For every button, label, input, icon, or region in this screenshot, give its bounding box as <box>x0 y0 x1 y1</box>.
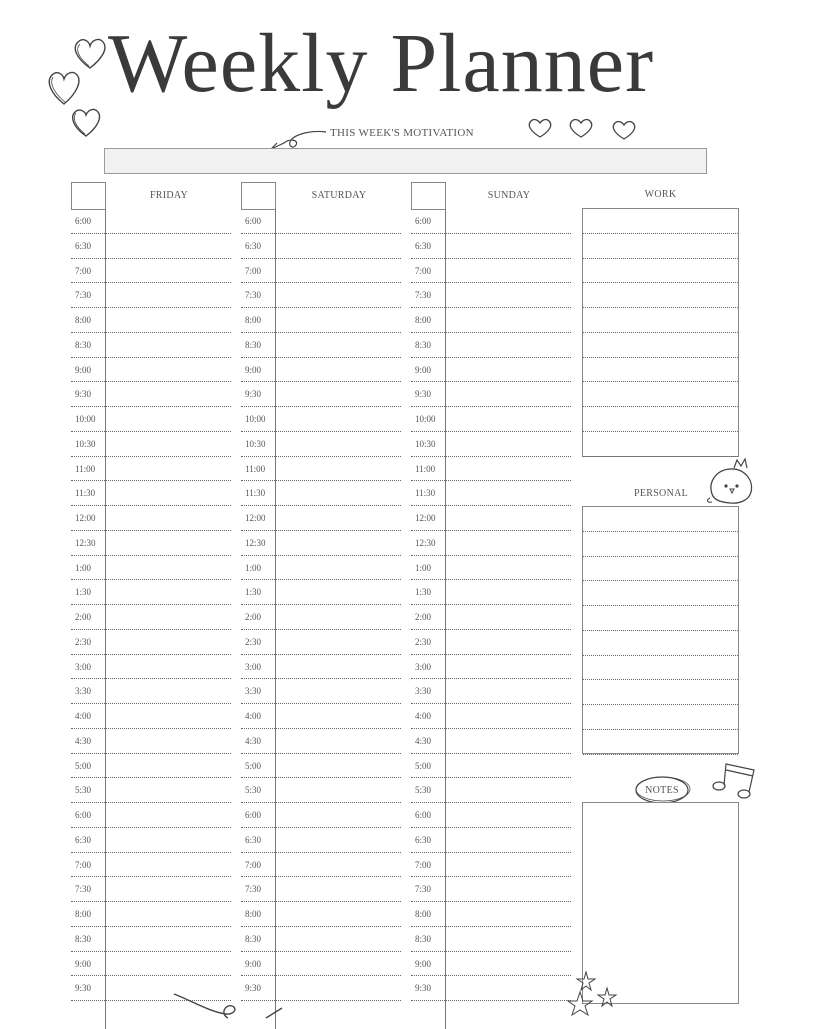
time-row[interactable] <box>411 952 571 977</box>
time-row[interactable] <box>241 531 401 556</box>
time-row[interactable] <box>411 630 571 655</box>
time-label: 2:00 <box>245 612 262 622</box>
time-label: 7:30 <box>415 290 432 301</box>
writing-line <box>583 507 738 532</box>
writing-line <box>583 209 738 234</box>
page-title: Weekly Planner <box>108 17 655 110</box>
time-row[interactable] <box>241 333 401 358</box>
time-row[interactable] <box>411 828 571 853</box>
time-row[interactable] <box>71 234 231 259</box>
time-row[interactable] <box>411 382 571 407</box>
time-label: 6:30 <box>245 834 262 845</box>
time-row[interactable] <box>241 382 401 407</box>
time-row[interactable] <box>411 234 571 259</box>
time-row[interactable] <box>71 432 231 457</box>
time-row[interactable] <box>71 407 231 432</box>
time-row[interactable] <box>411 209 571 234</box>
writing-line <box>583 581 738 606</box>
time-label: 4:00 <box>415 711 432 721</box>
time-label: 5:30 <box>75 785 92 796</box>
music-note-icon <box>710 758 760 802</box>
time-row[interactable] <box>71 333 231 358</box>
time-label: 1:30 <box>245 587 262 598</box>
swirl-doodle-icon <box>170 990 290 1020</box>
time-row[interactable] <box>411 333 571 358</box>
time-row[interactable] <box>411 976 571 1001</box>
day-name: SATURDAY <box>311 190 367 201</box>
time-label: 9:30 <box>245 389 262 400</box>
time-label: 6:00 <box>415 810 432 820</box>
time-label: 3:00 <box>245 661 262 672</box>
time-row[interactable] <box>411 432 571 457</box>
time-label: 8:30 <box>245 339 262 350</box>
time-label: 2:30 <box>245 636 262 647</box>
time-rows <box>71 209 231 1001</box>
time-row[interactable] <box>411 927 571 952</box>
time-label: 9:00 <box>245 364 262 375</box>
time-label: 10:00 <box>75 414 96 424</box>
time-label: 1:00 <box>245 562 262 573</box>
time-label: 6:00 <box>75 216 92 226</box>
time-label: 5:30 <box>415 785 432 796</box>
time-label: 8:00 <box>75 315 92 325</box>
time-label: 5:00 <box>245 760 262 771</box>
time-row[interactable] <box>241 952 401 977</box>
time-row[interactable] <box>71 853 231 878</box>
time-label: 7:00 <box>415 859 432 870</box>
time-row[interactable] <box>241 630 401 655</box>
time-row[interactable] <box>241 655 401 680</box>
time-label: 9:00 <box>415 958 432 969</box>
day-name: FRIDAY <box>149 190 189 201</box>
time-row[interactable] <box>71 308 231 333</box>
time-label: 9:30 <box>415 389 432 400</box>
time-row[interactable] <box>411 556 571 581</box>
time-row[interactable] <box>411 754 571 779</box>
time-label: 8:00 <box>415 909 432 919</box>
time-row[interactable] <box>241 778 401 803</box>
star-icon <box>564 970 624 1020</box>
time-row[interactable] <box>411 283 571 308</box>
writing-line <box>583 234 738 259</box>
time-row[interactable] <box>411 259 571 284</box>
time-label: 6:30 <box>245 240 262 251</box>
time-label: 1:00 <box>75 562 92 573</box>
time-label: 3:00 <box>415 661 432 672</box>
time-label: 2:30 <box>415 636 432 647</box>
time-label: 7:30 <box>245 884 262 895</box>
time-label: 9:00 <box>415 364 432 375</box>
time-row[interactable] <box>71 531 231 556</box>
date-box[interactable] <box>411 182 446 210</box>
time-label: 4:30 <box>245 735 262 746</box>
chick-icon <box>704 456 760 508</box>
time-row[interactable] <box>411 803 571 828</box>
time-row[interactable] <box>241 358 401 383</box>
time-label: 5:00 <box>415 760 432 771</box>
time-row[interactable] <box>71 729 231 754</box>
time-row[interactable] <box>241 729 401 754</box>
time-row[interactable] <box>241 853 401 878</box>
time-label: 11:30 <box>245 488 266 499</box>
time-label: 2:30 <box>75 636 92 647</box>
time-row[interactable] <box>241 407 401 432</box>
heart-icon <box>526 116 554 140</box>
time-label: 9:00 <box>75 364 92 375</box>
time-row[interactable] <box>241 704 401 729</box>
time-row[interactable] <box>71 259 231 284</box>
time-rows <box>411 209 571 1001</box>
time-row[interactable] <box>411 580 571 605</box>
writing-line <box>583 358 738 383</box>
time-label: 8:00 <box>245 909 262 919</box>
time-label: 7:30 <box>75 884 92 895</box>
time-row[interactable] <box>241 679 401 704</box>
time-label: 12:00 <box>75 513 96 523</box>
date-box[interactable] <box>241 182 276 210</box>
date-box[interactable] <box>71 182 106 210</box>
heart-icon <box>44 66 84 108</box>
time-label: 6:30 <box>415 834 432 845</box>
heart-icon <box>610 118 638 142</box>
work-label: WORK <box>644 189 677 200</box>
time-label: 4:30 <box>415 735 432 746</box>
writing-line <box>583 259 738 284</box>
time-row[interactable] <box>241 506 401 531</box>
time-row[interactable] <box>411 902 571 927</box>
time-label: 12:00 <box>245 513 266 523</box>
time-row[interactable] <box>411 481 571 506</box>
time-row[interactable] <box>71 457 231 482</box>
writing-line <box>583 680 738 705</box>
time-label: 6:00 <box>245 810 262 820</box>
time-label: 5:00 <box>75 760 92 771</box>
writing-line <box>583 432 738 457</box>
work-box[interactable] <box>582 208 739 457</box>
time-row[interactable] <box>411 531 571 556</box>
time-label: 6:00 <box>415 216 432 226</box>
time-label: 9:30 <box>415 983 432 994</box>
time-label: 10:30 <box>415 438 436 449</box>
time-label: 11:30 <box>415 488 436 499</box>
time-label: 7:30 <box>245 290 262 301</box>
time-row[interactable] <box>71 704 231 729</box>
time-label: 6:30 <box>75 240 92 251</box>
personal-box[interactable] <box>582 506 739 754</box>
time-row[interactable] <box>411 506 571 531</box>
time-label: 8:30 <box>415 339 432 350</box>
time-label: 1:30 <box>75 587 92 598</box>
time-label: 11:30 <box>75 488 96 499</box>
time-label: 11:00 <box>415 463 436 474</box>
time-label: 8:00 <box>415 315 432 325</box>
time-row[interactable] <box>71 358 231 383</box>
time-row[interactable] <box>71 630 231 655</box>
time-row[interactable] <box>241 283 401 308</box>
time-label: 7:00 <box>245 859 262 870</box>
time-row[interactable] <box>241 877 401 902</box>
time-row[interactable] <box>71 754 231 779</box>
time-label: 2:00 <box>75 612 92 622</box>
time-label: 8:30 <box>75 933 92 944</box>
writing-line <box>583 631 738 656</box>
personal-label: PERSONAL <box>633 488 689 499</box>
time-label: 12:00 <box>415 513 436 523</box>
time-label: 9:30 <box>75 983 92 994</box>
time-label: 3:30 <box>415 686 432 697</box>
time-label: 12:30 <box>415 537 436 548</box>
time-row[interactable] <box>71 209 231 234</box>
time-label: 4:00 <box>245 711 262 721</box>
time-row[interactable] <box>241 927 401 952</box>
time-row[interactable] <box>71 580 231 605</box>
time-label: 6:00 <box>75 810 92 820</box>
time-row[interactable] <box>241 803 401 828</box>
time-row[interactable] <box>71 778 231 803</box>
time-row[interactable] <box>71 556 231 581</box>
time-label: 9:00 <box>75 958 92 969</box>
time-label: 12:30 <box>75 537 96 548</box>
time-label: 8:30 <box>245 933 262 944</box>
time-label: 11:00 <box>75 463 96 474</box>
time-label: 2:00 <box>415 612 432 622</box>
time-row[interactable] <box>241 754 401 779</box>
time-label: 8:00 <box>75 909 92 919</box>
time-row[interactable] <box>241 259 401 284</box>
time-row[interactable] <box>71 655 231 680</box>
time-row[interactable] <box>411 655 571 680</box>
time-row[interactable] <box>71 828 231 853</box>
writing-line <box>583 705 738 730</box>
writing-line <box>583 656 738 681</box>
time-row[interactable] <box>71 952 231 977</box>
time-label: 6:30 <box>75 834 92 845</box>
time-row[interactable] <box>411 704 571 729</box>
time-row[interactable] <box>411 605 571 630</box>
time-label: 5:30 <box>245 785 262 796</box>
time-row[interactable] <box>241 580 401 605</box>
time-row[interactable] <box>241 234 401 259</box>
writing-line <box>583 382 738 407</box>
time-label: 10:30 <box>75 438 96 449</box>
time-row[interactable] <box>411 853 571 878</box>
time-label: 4:00 <box>75 711 92 721</box>
time-row[interactable] <box>71 283 231 308</box>
time-row[interactable] <box>241 902 401 927</box>
time-row[interactable] <box>71 877 231 902</box>
time-row[interactable] <box>411 679 571 704</box>
time-row[interactable] <box>241 457 401 482</box>
time-row[interactable] <box>241 481 401 506</box>
time-label: 8:30 <box>75 339 92 350</box>
time-row[interactable] <box>241 605 401 630</box>
writing-line <box>583 333 738 358</box>
time-label: 7:00 <box>75 265 92 276</box>
time-label: 1:00 <box>415 562 432 573</box>
time-row[interactable] <box>71 382 231 407</box>
notes-label: NOTES <box>645 785 679 796</box>
writing-line <box>583 407 738 432</box>
time-label: 10:00 <box>245 414 266 424</box>
time-row[interactable] <box>411 308 571 333</box>
time-row[interactable] <box>411 407 571 432</box>
time-label: 11:00 <box>245 463 266 474</box>
writing-line <box>583 283 738 308</box>
time-label: 9:30 <box>245 983 262 994</box>
time-label: 7:00 <box>415 265 432 276</box>
time-row[interactable] <box>411 729 571 754</box>
heart-icon <box>68 104 104 140</box>
writing-line <box>583 308 738 333</box>
time-label: 9:00 <box>245 958 262 969</box>
time-row[interactable] <box>241 432 401 457</box>
writing-line <box>583 557 738 582</box>
time-label: 12:30 <box>245 537 266 548</box>
time-label: 3:00 <box>75 661 92 672</box>
time-row[interactable] <box>411 358 571 383</box>
time-row[interactable] <box>71 927 231 952</box>
time-row[interactable] <box>241 556 401 581</box>
writing-line <box>583 532 738 557</box>
time-row[interactable] <box>71 679 231 704</box>
time-row[interactable] <box>71 605 231 630</box>
time-rows <box>241 209 401 1001</box>
time-row[interactable] <box>411 778 571 803</box>
time-label: 8:00 <box>245 315 262 325</box>
writing-line <box>583 730 738 755</box>
time-label: 7:00 <box>245 265 262 276</box>
time-label: 6:30 <box>415 240 432 251</box>
time-label: 7:30 <box>75 290 92 301</box>
time-label: 10:30 <box>245 438 266 449</box>
time-row[interactable] <box>71 481 231 506</box>
time-label: 3:30 <box>75 686 92 697</box>
time-label: 8:30 <box>415 933 432 944</box>
time-row[interactable] <box>411 457 571 482</box>
time-row[interactable] <box>411 877 571 902</box>
heart-icon <box>567 116 595 140</box>
time-row[interactable] <box>241 209 401 234</box>
time-label: 7:30 <box>415 884 432 895</box>
time-row[interactable] <box>71 902 231 927</box>
motivation-input[interactable] <box>104 148 707 174</box>
time-label: 6:00 <box>245 216 262 226</box>
time-label: 1:30 <box>415 587 432 598</box>
motivation-label: THIS WEEK'S MOTIVATION <box>330 127 474 139</box>
writing-line <box>583 606 738 631</box>
time-row[interactable] <box>241 308 401 333</box>
time-label: 9:30 <box>75 389 92 400</box>
time-row[interactable] <box>241 828 401 853</box>
time-label: 7:00 <box>75 859 92 870</box>
time-label: 3:30 <box>245 686 262 697</box>
time-row[interactable] <box>71 506 231 531</box>
day-name: SUNDAY <box>487 190 531 201</box>
time-label: 4:30 <box>75 735 92 746</box>
time-label: 10:00 <box>415 414 436 424</box>
time-row[interactable] <box>71 803 231 828</box>
